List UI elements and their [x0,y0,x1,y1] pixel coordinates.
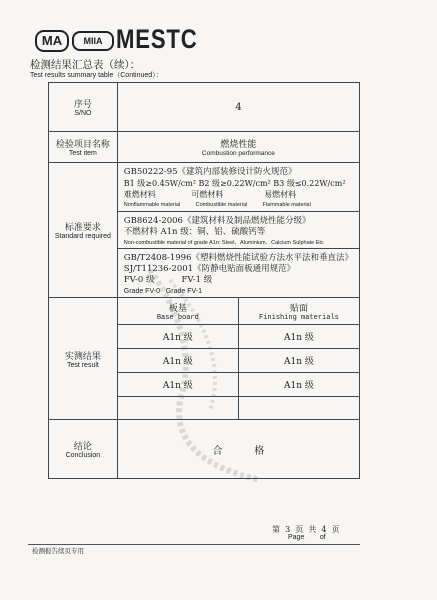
page-number: 第 3 页 共 4 页 [272,525,340,534]
footer-divider [28,544,360,545]
results-label: 实测结果 Test result [49,298,118,420]
base-board-header: 板基 Base board [118,298,239,325]
ma-logo: MA [35,30,69,52]
standard-label: 标准要求 Standard required [49,163,118,298]
table-row [49,83,360,132]
finishing-header: 贴面 Finishing materials [238,298,359,325]
finish-result: A1n 级 [238,349,359,373]
base-result: A1n 级 [118,349,239,373]
standard-value: GB50222-95《建筑内部装修设计防火规范》 B1 级≥0.45W/cm² B2 级≥0.22W/cm² B3 级≤0.22W/cm² 难燃材料 可燃材料 易燃材料 Nonflammable material Combustible material Flammable material GB8624-2006《建筑材料及制品燃烧性能分级》 不燃材料 A1n 级：铜、铝、硫酸钙等 Non-combustible material of grade A1n: Steel、Aluminium、Calcium Sulphate Etc GB/T2408-1996《塑料燃烧性能试验方法水平法和垂直法》 SJ/T11236-2001《防静电贴面板通用规范》 FV-0 级 FV-1 级 Grade FV-0 Grade FV-1 [117,163,359,298]
sno-label: 序号 S/NO [49,83,118,132]
conclusion-value: 合 格 [117,420,359,479]
conclusion-label: 结论 Conclusion [49,420,118,479]
finish-result: A1n 级 [238,325,359,349]
test-item-label: 检验项目名称 Test item [49,132,118,163]
table-row [49,132,360,163]
stamp-watermark [140,260,270,490]
mestc-logo: MESTC [116,24,198,54]
footer-note: 检测报告续页专用 [32,547,84,555]
page-title: 检测结果汇总表（续）： [30,59,141,71]
test-item-value: 燃烧性能 Combustion performance [117,132,359,163]
sno-value: 4 [117,83,359,132]
page-subtitle: Test results summary table（Continued）： [30,72,163,79]
finish-result: A1n 级 [238,373,359,397]
base-result: A1n 级 [118,325,239,349]
miia-logo: MIIA [72,31,114,51]
page-number-en: Page of [288,534,326,541]
base-result: A1n 级 [118,373,239,397]
